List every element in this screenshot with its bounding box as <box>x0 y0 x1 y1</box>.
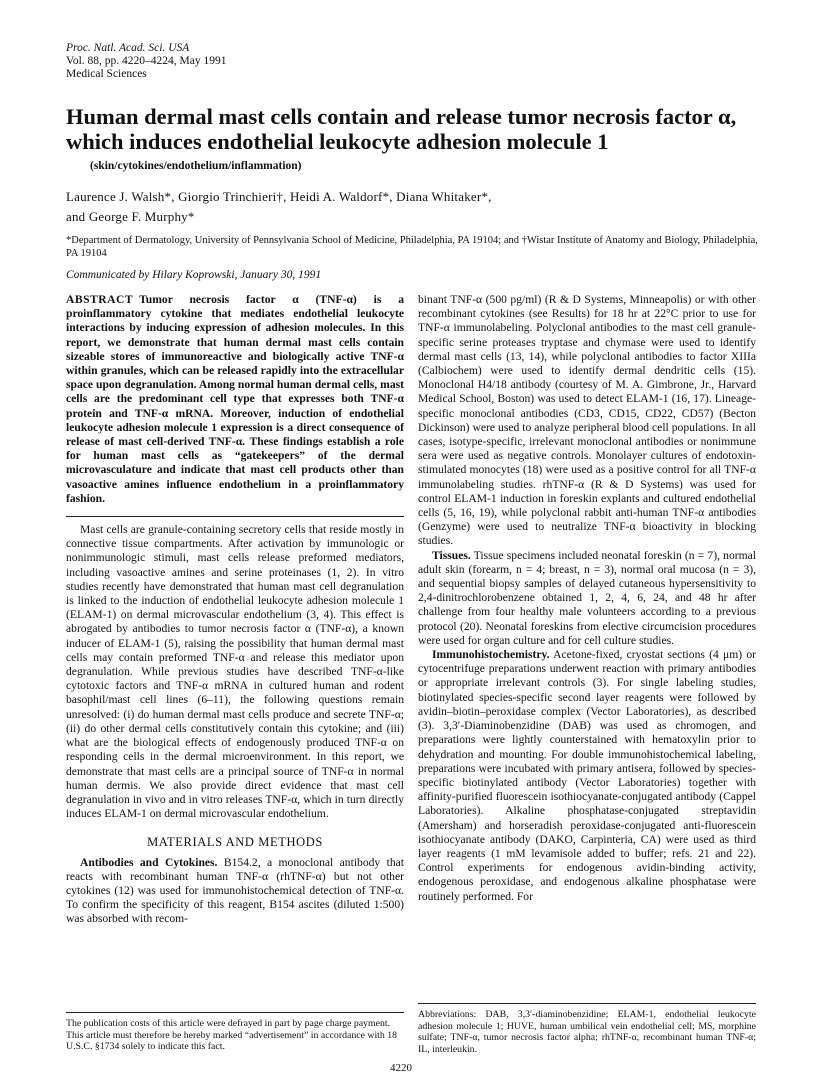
authors-line-1: Laurence J. Walsh*, Giorgio Trinchieri†, Heidi A. Waldorf*, Diana Whitaker*, <box>66 189 492 204</box>
immuno-paragraph <box>418 648 756 904</box>
journal-header <box>66 42 226 81</box>
antibodies-heading: Antibodies and Cytokines. <box>80 855 218 869</box>
abstract-divider <box>66 516 404 517</box>
abstract <box>66 293 404 506</box>
footnote-text: The publication costs of this article were defrayed in part by page charge payment. This article must therefore be hereby marked “advertisement” in accordance with 18 U.S.C. §1734 solely to indicate this fact. <box>66 1018 398 1052</box>
tissues-text: Tissue specimens included neonatal foreskin (n = 7), normal adult skin (forearm, n = 4; breast, n = 3), normal oral mucosa (n = 3), and sequential biopsy samples of delayed cutaneous hypersensitivity to 2,4-dinitrochlorobenzene obtained 1, 2, 4, 6, 24, and 48 hr after challenge from four healthy male volunteers according to a previous protocol (20). Neonatal foreskins from elective circumcision procedures were used for organ culture and for cell culture studies. <box>418 548 756 647</box>
antibodies-paragraph <box>66 856 404 927</box>
footnote-divider <box>66 1012 404 1013</box>
antibodies-continued: binant TNF-α (500 pg/ml) (R & D Systems, Minneapolis) or with other recombinant cytokines (see Results) for 18 hr at 22°C prior to use for TNF-α immunolabeling. Polyclonal antibodies to the mast cell granule-specific serine proteases tryptase and chymase were used to identify dermal mast cells (13, 14), while polyclonal antibodies to factor XIIIa (Calbiochem) were used to identify dermal dendritic cells (15). Monoclonal H4/18 antibody (courtesy of M. A. Gimbrone, Jr., Harvard Medical School, Boston) was used to detect ELAM-1 (16, 17). Lineage-specific monoclonal antibodies (CD3, CD15, CD22, CD57) (Becton Dickinson) were used to analyze peripheral blood cell populations. In all cases, isotype-specific, irrelevant monoclonal antibodies or nonimmune sera were used as negative controls. Monolayer cultures of endotoxin-stimulated monocytes (18) were used as a positive control for all TNF-α immunolabeling studies. rhTNF-α (R & D Systems) was used for control ELAM-1 induction in foreskin explants and cultured endothelial cells (5, 16, 19), while polyclonal rabbit anti-human TNF-α antibodies (Genzyme) were used to neutralize TNF-α bioactivity in blocking studies. <box>418 293 756 548</box>
keywords: (skin/cytokines/endothelium/inflammation) <box>90 160 302 172</box>
journal-name: Proc. Natl. Acad. Sci. USA <box>66 42 190 54</box>
affiliations: *Department of Dermatology, University of Pennsylvania School of Medicine, Philadelphia, PA 19104; and †Wistar Institute of Anatomy and Biology, Philadelphia, PA 19104 <box>66 235 758 259</box>
author-list <box>66 187 766 227</box>
abstract-label: ABSTRACT <box>66 293 134 306</box>
page-number: 4220 <box>390 1062 412 1074</box>
publication-footnote <box>66 1012 404 1053</box>
tissues-heading: Tissues. <box>432 548 471 562</box>
left-column <box>66 293 404 927</box>
journal-volume: Vol. 88, pp. 4220–4224, May 1991 <box>66 55 227 67</box>
right-column <box>418 293 756 904</box>
abstract-text: Tumor necrosis factor α (TNF-α) is a proinflammatory cytokine that mediates endothelial leukocyte interactions by inducing expression of adhesion molecules. In this report, we demonstrate that human dermal mast cells contain sizeable stores of immunoreactive and biologically active TNF-α within granules, which can be released rapidly into the extracellular space upon degranulation. Among normal human dermal cells, mast cells are the predominant cell type that expresses both TNF-α protein and TNF-α mRNA. Moreover, induction of endothelial leukocyte adhesion molecule 1 expression is a direct consequence of release of mast cell-derived TNF-α. These findings establish a role for human mast cells as “gatekeepers” of the dermal microvasculature and indicate that mast cell products other than vasoactive amines influence endothelium in a proinflammatory fashion. <box>66 293 404 505</box>
journal-section: Medical Sciences <box>66 68 147 80</box>
methods-heading: MATERIALS AND METHODS <box>147 835 323 850</box>
abbreviations-footnote <box>418 1003 756 1055</box>
abbreviations-text: Abbreviations: DAB, 3,3′-diaminobenzidine; ELAM-1, endothelial leukocyte adhesion molecule 1; HUVE, human umbilical vein endothelial cell; MS, morphine sulfate; TNF-α, tumor necrosis factor alpha; rhTNF-α, recombinant human TNF-α; IL, interleukin. <box>418 1009 756 1055</box>
tissues-paragraph <box>418 549 756 648</box>
article-title: Human dermal mast cells contain and release tumor necrosis factor α, which induces endothelial leukocyte adhesion molecule 1 <box>66 104 737 154</box>
communicated-by: Communicated by Hilary Koprowski, January 30, 1991 <box>66 269 322 281</box>
abbrev-divider <box>418 1003 756 1004</box>
immuno-text: Acetone-fixed, cryostat sections (4 μm) or cytocentrifuge preparations underwent reaction with primary antibodies or appropriate irrelevant controls (3). For single labeling studies, biotinylated species-specific second layer reagents were followed by avidin–biotin–peroxidase complex (Vector Laboratories), as described (3). 3,3′-Diaminobenzidine (DAB) was used as chromogen, and preparations were lightly counterstained with hematoxylin prior to dehydration and mounting. For double immunohistochemical labeling, preparations were incubated with primary antisera, followed by species-specific biotinylated antibody (Vector Laboratories) together with affinity-purified fluorescein isothiocyanate-conjugated antibody (Cappel Laboratories). Alkaline phosphatase-conjugated streptavidin (Amersham) and horseradish peroxidase-conjugated anti-fluorescein isothiocyanate antibody (DAKO, Carpinteria, CA) were used as third layer reagents (1 mM levamisole added to buffer; refs. 21 and 22). Control experiments for endogenous avidin-binding activity, endogenous peroxidase, and endogenous alkaline phosphatase were routinely performed. For <box>418 648 756 903</box>
authors-line-2: and George F. Murphy* <box>66 209 195 224</box>
intro-paragraph: Mast cells are granule-containing secretory cells that reside mostly in connective tissue compartments. After activation by immunologic or nonimmunologic stimuli, mast cells release preformed mediators, including vasoactive amines and serine proteinases (1, 2). In vitro studies recently have demonstrated that human mast cell degranulation is linked to the induction of endothelial leukocyte adhesion molecule 1 (ELAM-1) on dermal microvascular endothelium (3, 4). This effect is abrogated by antibodies to tumor necrosis factor α (TNF-α), a known inducer of ELAM-1 (5), raising the possibility that human dermal mast cells may contain preformed TNF-α and release this mediator upon degranulation. While previous studies have described TNF-α-like cytotoxic factors and TNF-α mRNA in cultured human and rodent basophil/mast cell lines (6–11), the following questions remain unresolved: (i) do human dermal mast cells produce and secrete TNF-α; (ii) do other dermal cells constitutively contain this cytokine; and (iii) what are the biological effects of endogenously produced TNF-α on responding cells in the dermal microenvironment. In this report, we demonstrate that mast cells are a principal source of TNF-α in normal human dermis. We also provide direct evidence that mast cell degranulation in vivo and in vitro releases TNF-α, which in turn directly induces ELAM-1 on dermal microvascular endothelium. <box>66 523 404 821</box>
antibodies-text-left: B154.2, a monoclonal antibody that reacts with recombinant human TNF-α (rhTNF-α) but not other cytokines (12) was used for immunohistochemical detection of TNF-α. To confirm the specificity of this reagent, B154 ascites (diluted 1:500) was absorbed with recom- <box>66 855 405 926</box>
immuno-heading: Immunohistochemistry. <box>432 648 550 662</box>
